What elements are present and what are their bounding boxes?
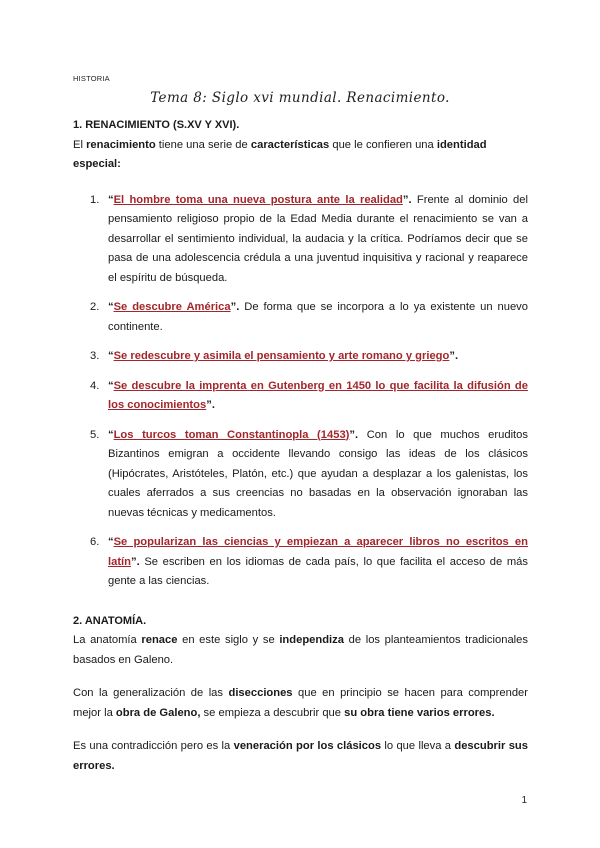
quote-close: ”. bbox=[449, 350, 459, 362]
characteristics-list bbox=[73, 191, 528, 592]
quote-close: ”. bbox=[230, 301, 240, 313]
highlight-text: Se descubre la imprenta en Gutenberg en 1450 lo que facilita la difusión de los conocimientos bbox=[108, 379, 528, 411]
para-text: Con la generalización de las bbox=[73, 687, 229, 699]
subject-label: HISTORIA bbox=[73, 74, 110, 83]
list-item bbox=[73, 191, 528, 289]
list-number: 3. bbox=[90, 350, 100, 362]
para-text: en este siglo y se bbox=[177, 634, 280, 646]
intro-text: El bbox=[73, 138, 87, 151]
intro-paragraph bbox=[73, 136, 528, 175]
list-item bbox=[73, 298, 528, 337]
highlight-text: Se redescubre y asimila el pensamiento y arte romano y griego bbox=[113, 350, 450, 362]
quote-open: “ bbox=[108, 428, 114, 441]
quote-open: “ bbox=[108, 379, 114, 392]
quote-close: ”. bbox=[131, 555, 140, 568]
para-text: La anatomía bbox=[73, 634, 142, 646]
anatomy-paragraph-1 bbox=[73, 631, 528, 670]
list-number: 2. bbox=[90, 301, 100, 313]
section-heading-renacimiento: 1. RENACIMIENTO (S.XV Y XVI). bbox=[73, 119, 240, 131]
para-text: de los planteamientos tradicionales basados en Galeno. bbox=[73, 634, 528, 666]
list-number: 4. bbox=[90, 379, 100, 392]
para-text: Es una contradicción pero es la bbox=[73, 740, 234, 752]
anatomy-paragraph-2 bbox=[73, 684, 528, 723]
list-item bbox=[73, 533, 528, 592]
highlight-text: El hombre toma una nueva postura ante la realidad bbox=[113, 193, 403, 206]
quote-close: ”. bbox=[402, 193, 412, 206]
para-bold: descubrir sus errores. bbox=[73, 740, 528, 772]
intro-bold: renacimiento bbox=[86, 138, 156, 151]
list-number: 5. bbox=[90, 428, 100, 441]
highlight-text: Los turcos toman Constantinopla (1453) bbox=[113, 428, 350, 441]
para-text: que en principio se hacen para comprender mejor la bbox=[73, 687, 528, 719]
section-heading-anatomia: 2. ANATOMÍA. bbox=[73, 614, 147, 627]
para-bold: obra de Galeno, bbox=[115, 706, 201, 719]
para-bold: disecciones bbox=[228, 687, 293, 699]
page-number: 1 bbox=[521, 795, 527, 806]
intro-text: tiene una serie de bbox=[155, 138, 251, 151]
list-item bbox=[73, 377, 528, 416]
quote-close: ”. bbox=[349, 428, 359, 441]
quote-open: “ bbox=[108, 301, 114, 313]
list-number: 6. bbox=[90, 536, 100, 548]
page-title: Tema 8: Siglo xvi mundial. Renacimiento. bbox=[150, 90, 450, 106]
quote-open: “ bbox=[108, 350, 114, 362]
item-text: Con lo que muchos eruditos Bizantinos emigran a occidente llevando consigo las ideas de los clásicos (Hipócrates, Aristóteles, Platón, etc.) que ayudan a desplazar a los galenistas, los cuales aferrados a sus creencias no basadas en la observación ignoraban las nuevas técnicas y medicamentos. bbox=[108, 428, 528, 519]
para-bold: independiza bbox=[279, 634, 344, 646]
intro-bold: características bbox=[250, 138, 330, 151]
para-text: lo que lleva a bbox=[381, 740, 455, 752]
quote-open: “ bbox=[108, 536, 114, 548]
intro-bold: identidad especial: bbox=[73, 138, 487, 170]
para-bold: su obra tiene varios errores. bbox=[344, 706, 495, 719]
list-item bbox=[73, 347, 528, 367]
anatomy-paragraph-3 bbox=[73, 737, 528, 776]
item-text: Frente al dominio del pensamiento religioso propio de la Edad Media durante el renacimiento se van a desarrollar el sentimiento individual, la audacia y la crítica. Podríamos decir que se pasa de una adolescencia crédula a una juventud inquisitiva y racional y reaparece el espíritu de búsqueda. bbox=[108, 193, 528, 284]
highlight-text: Se popularizan las ciencias y empiezan a aparecer libros no escritos en latín bbox=[108, 536, 528, 568]
para-bold: renace bbox=[141, 634, 178, 646]
list-item bbox=[73, 426, 528, 524]
para-text: se empieza a descubrir que bbox=[200, 706, 345, 719]
item-text: De forma que se incorpora a lo ya existente un nuevo continente. bbox=[108, 301, 528, 333]
quote-open: “ bbox=[108, 193, 114, 206]
para-bold: veneración por los clásicos bbox=[233, 740, 382, 752]
quote-close: ”. bbox=[206, 399, 215, 411]
intro-text: que le confieren una bbox=[329, 138, 437, 151]
document-body bbox=[73, 116, 528, 776]
item-text: Se escriben en los idiomas de cada país, lo que facilita el acceso de más gente a las ciencias. bbox=[108, 555, 528, 587]
highlight-text: Se descubre América bbox=[113, 301, 231, 313]
list-number: 1. bbox=[90, 193, 100, 206]
